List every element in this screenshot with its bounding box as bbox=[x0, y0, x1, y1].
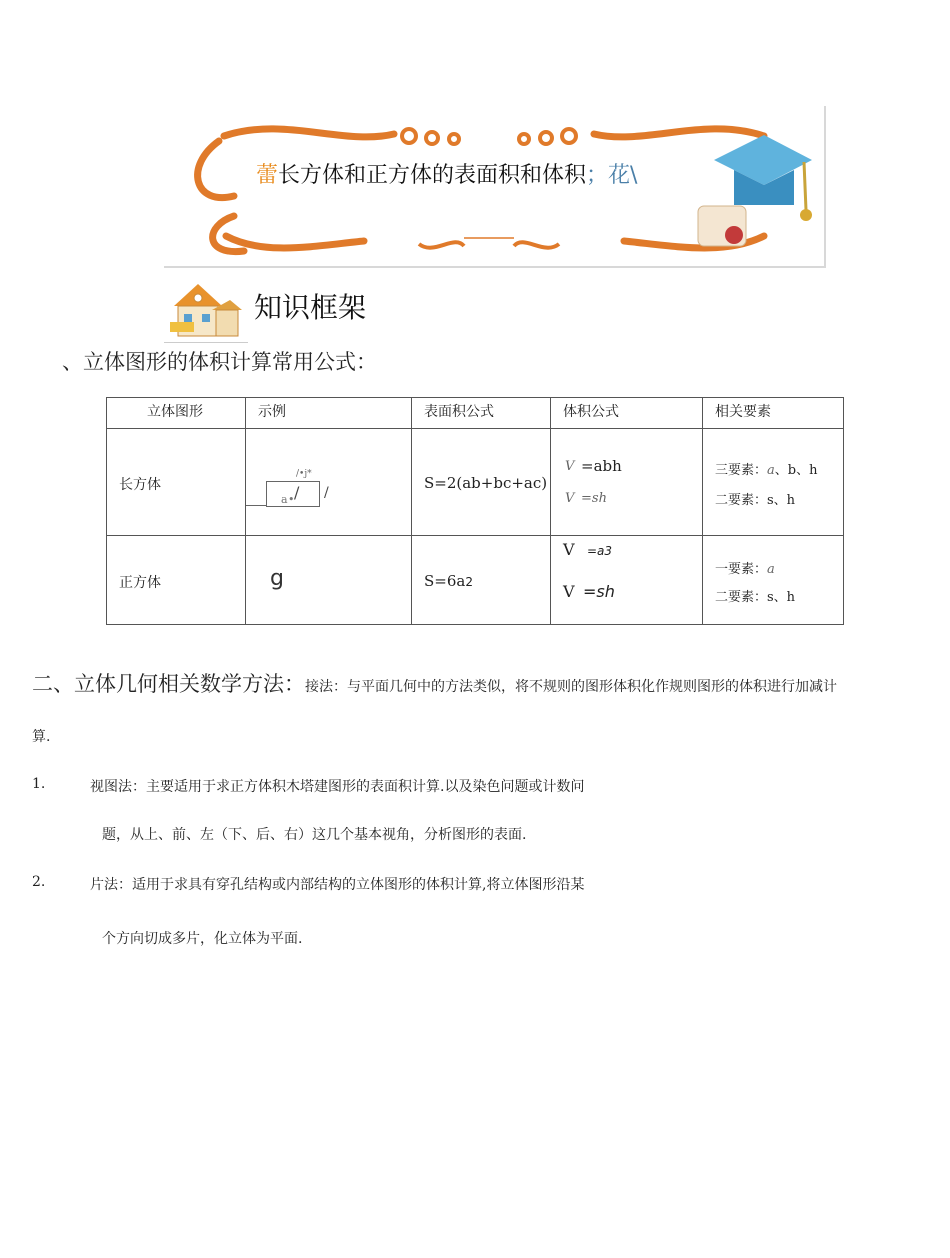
method-line: 个方向切成多片，化立体为平面. bbox=[102, 931, 303, 947]
example-dot: • bbox=[288, 493, 295, 506]
elements-cell bbox=[703, 536, 844, 625]
elements-label: 一要素： bbox=[715, 562, 768, 577]
section-header-title: 知识框架 bbox=[254, 291, 367, 324]
method-number: 2. bbox=[32, 874, 46, 890]
table-header-cell bbox=[246, 398, 412, 429]
surface-base: S=6a bbox=[424, 572, 466, 590]
title-banner bbox=[164, 106, 826, 268]
example-cell bbox=[246, 536, 412, 625]
table-row bbox=[107, 536, 844, 625]
section2-heading bbox=[32, 668, 837, 698]
header-volume: 体积公式 bbox=[563, 404, 619, 420]
elements-line-2: 二要素：s、h bbox=[715, 493, 796, 508]
volume-cell bbox=[551, 536, 703, 625]
example-slash-right: / bbox=[324, 485, 329, 501]
example-top-label: /•j* bbox=[296, 469, 312, 479]
shape-name: 正方体 bbox=[119, 575, 161, 591]
volume-formula-2: =sh bbox=[583, 582, 615, 601]
example-slash: / bbox=[294, 483, 300, 502]
example-g-glyph: g bbox=[270, 566, 284, 591]
header-shape: 立体图形 bbox=[147, 404, 203, 420]
formula-table bbox=[106, 397, 844, 625]
elements-a: a bbox=[767, 463, 775, 478]
cuboid-baseline bbox=[246, 505, 266, 506]
header-divider bbox=[164, 342, 248, 343]
table-header-cell bbox=[412, 398, 551, 429]
surface-cell bbox=[412, 429, 551, 536]
school-house-icon bbox=[168, 278, 244, 342]
method-line: 片法：适用于求具有穿孔结构或内部结构的立体图形的体积计算,将立体图形沿某 bbox=[90, 877, 585, 893]
surface-formula bbox=[424, 572, 473, 590]
example-cell bbox=[246, 429, 412, 536]
header-elements: 相关要素 bbox=[715, 404, 771, 420]
volume-cell bbox=[551, 429, 703, 536]
method-number: 1. bbox=[32, 776, 46, 792]
section2-continuation: 算. bbox=[32, 729, 51, 745]
table-header-cell bbox=[551, 398, 703, 429]
table-header-cell bbox=[703, 398, 844, 429]
surface-formula: S=2(ab+bc+ac) bbox=[424, 474, 548, 492]
volume-v: V bbox=[565, 459, 575, 474]
example-a-label: a bbox=[281, 493, 288, 506]
shape-name: 长方体 bbox=[119, 477, 161, 493]
table-row bbox=[107, 429, 844, 536]
elements-label: 三要素： bbox=[715, 463, 768, 478]
elements-line-2: 二要素：s、h bbox=[715, 590, 796, 605]
shape-cell bbox=[107, 536, 246, 625]
banner-tail: ；花\ bbox=[586, 163, 638, 188]
banner-lead-glyph: 蕾 bbox=[256, 163, 279, 188]
section2-inline-text: 接法：与平面几何中的方法类似，将不规则的图形体积化作规则图形的体积进行加减计 bbox=[305, 679, 837, 695]
section1-title: 、立体图形的体积计算常用公式： bbox=[62, 350, 377, 374]
elements-rest: 、b、h bbox=[774, 463, 818, 478]
header-example: 示例 bbox=[258, 404, 286, 420]
section2-title: 二、立体几何相关数学方法： bbox=[32, 672, 305, 696]
shape-cell bbox=[107, 429, 246, 536]
graduation-cap-icon bbox=[694, 120, 814, 260]
banner-title bbox=[256, 158, 637, 189]
surface-exponent: 2 bbox=[465, 575, 473, 589]
banner-title-text: 长方体和正方体的表面积和体积 bbox=[278, 163, 587, 188]
table-header-cell bbox=[107, 398, 246, 429]
volume-v: V bbox=[563, 540, 575, 559]
table-header-row bbox=[107, 398, 844, 429]
elements-line-1 bbox=[715, 558, 775, 577]
header-surface: 表面积公式 bbox=[424, 404, 494, 420]
volume-formula-1: =a3 bbox=[587, 544, 613, 558]
volume-formula-2: =sh bbox=[581, 491, 607, 506]
volume-v: V bbox=[563, 582, 575, 601]
volume-formula-1: =abh bbox=[581, 457, 622, 475]
method-line: 视图法：主要适用于求正方体积木塔建图形的表面积计算.以及染色问题或计数问 bbox=[90, 779, 585, 795]
elements-a: a bbox=[767, 562, 775, 577]
volume-v: V bbox=[565, 491, 575, 506]
elements-line-1 bbox=[715, 459, 817, 478]
surface-cell bbox=[412, 536, 551, 625]
method-line: 题，从上、前、左（下、后、右）这几个基本视角，分析图形的表面. bbox=[102, 827, 527, 843]
elements-cell bbox=[703, 429, 844, 536]
